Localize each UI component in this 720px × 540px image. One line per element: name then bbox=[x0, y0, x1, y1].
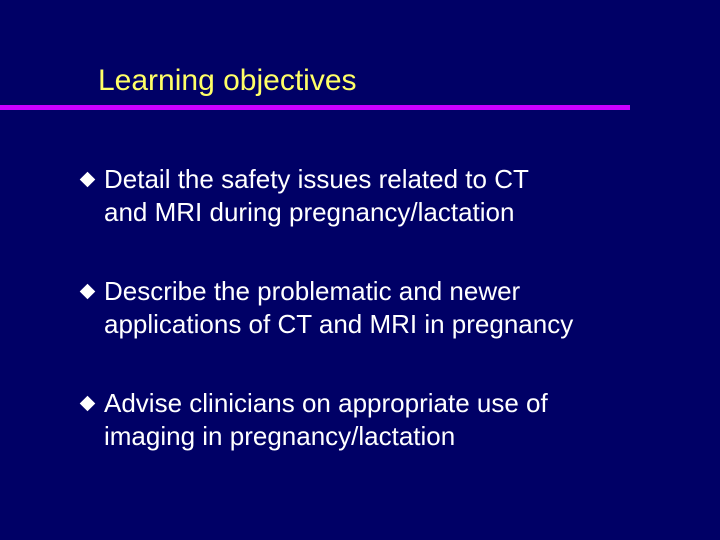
bullet-item bbox=[80, 163, 710, 229]
slide-title: Learning objectives bbox=[98, 64, 357, 97]
bullet-list bbox=[80, 163, 710, 499]
bullet-text-line: Detail the safety issues related to CT bbox=[104, 164, 529, 194]
bullet-text-line: imaging in pregnancy/lactation bbox=[104, 421, 456, 451]
diamond-bullet-icon bbox=[80, 396, 96, 412]
bullet-text-line: and MRI during pregnancy/lactation bbox=[104, 197, 515, 227]
bullet-item bbox=[80, 387, 710, 453]
diamond-bullet-icon bbox=[80, 284, 96, 300]
bullet-text-line: applications of CT and MRI in pregnancy bbox=[104, 309, 574, 339]
bullet-item bbox=[80, 275, 710, 341]
bullet-text-line: Describe the problematic and newer bbox=[104, 276, 521, 306]
bullet-text-line: Advise clinicians on appropriate use of bbox=[104, 388, 548, 418]
diamond-bullet-icon bbox=[80, 172, 96, 188]
title-underline bbox=[0, 105, 630, 110]
